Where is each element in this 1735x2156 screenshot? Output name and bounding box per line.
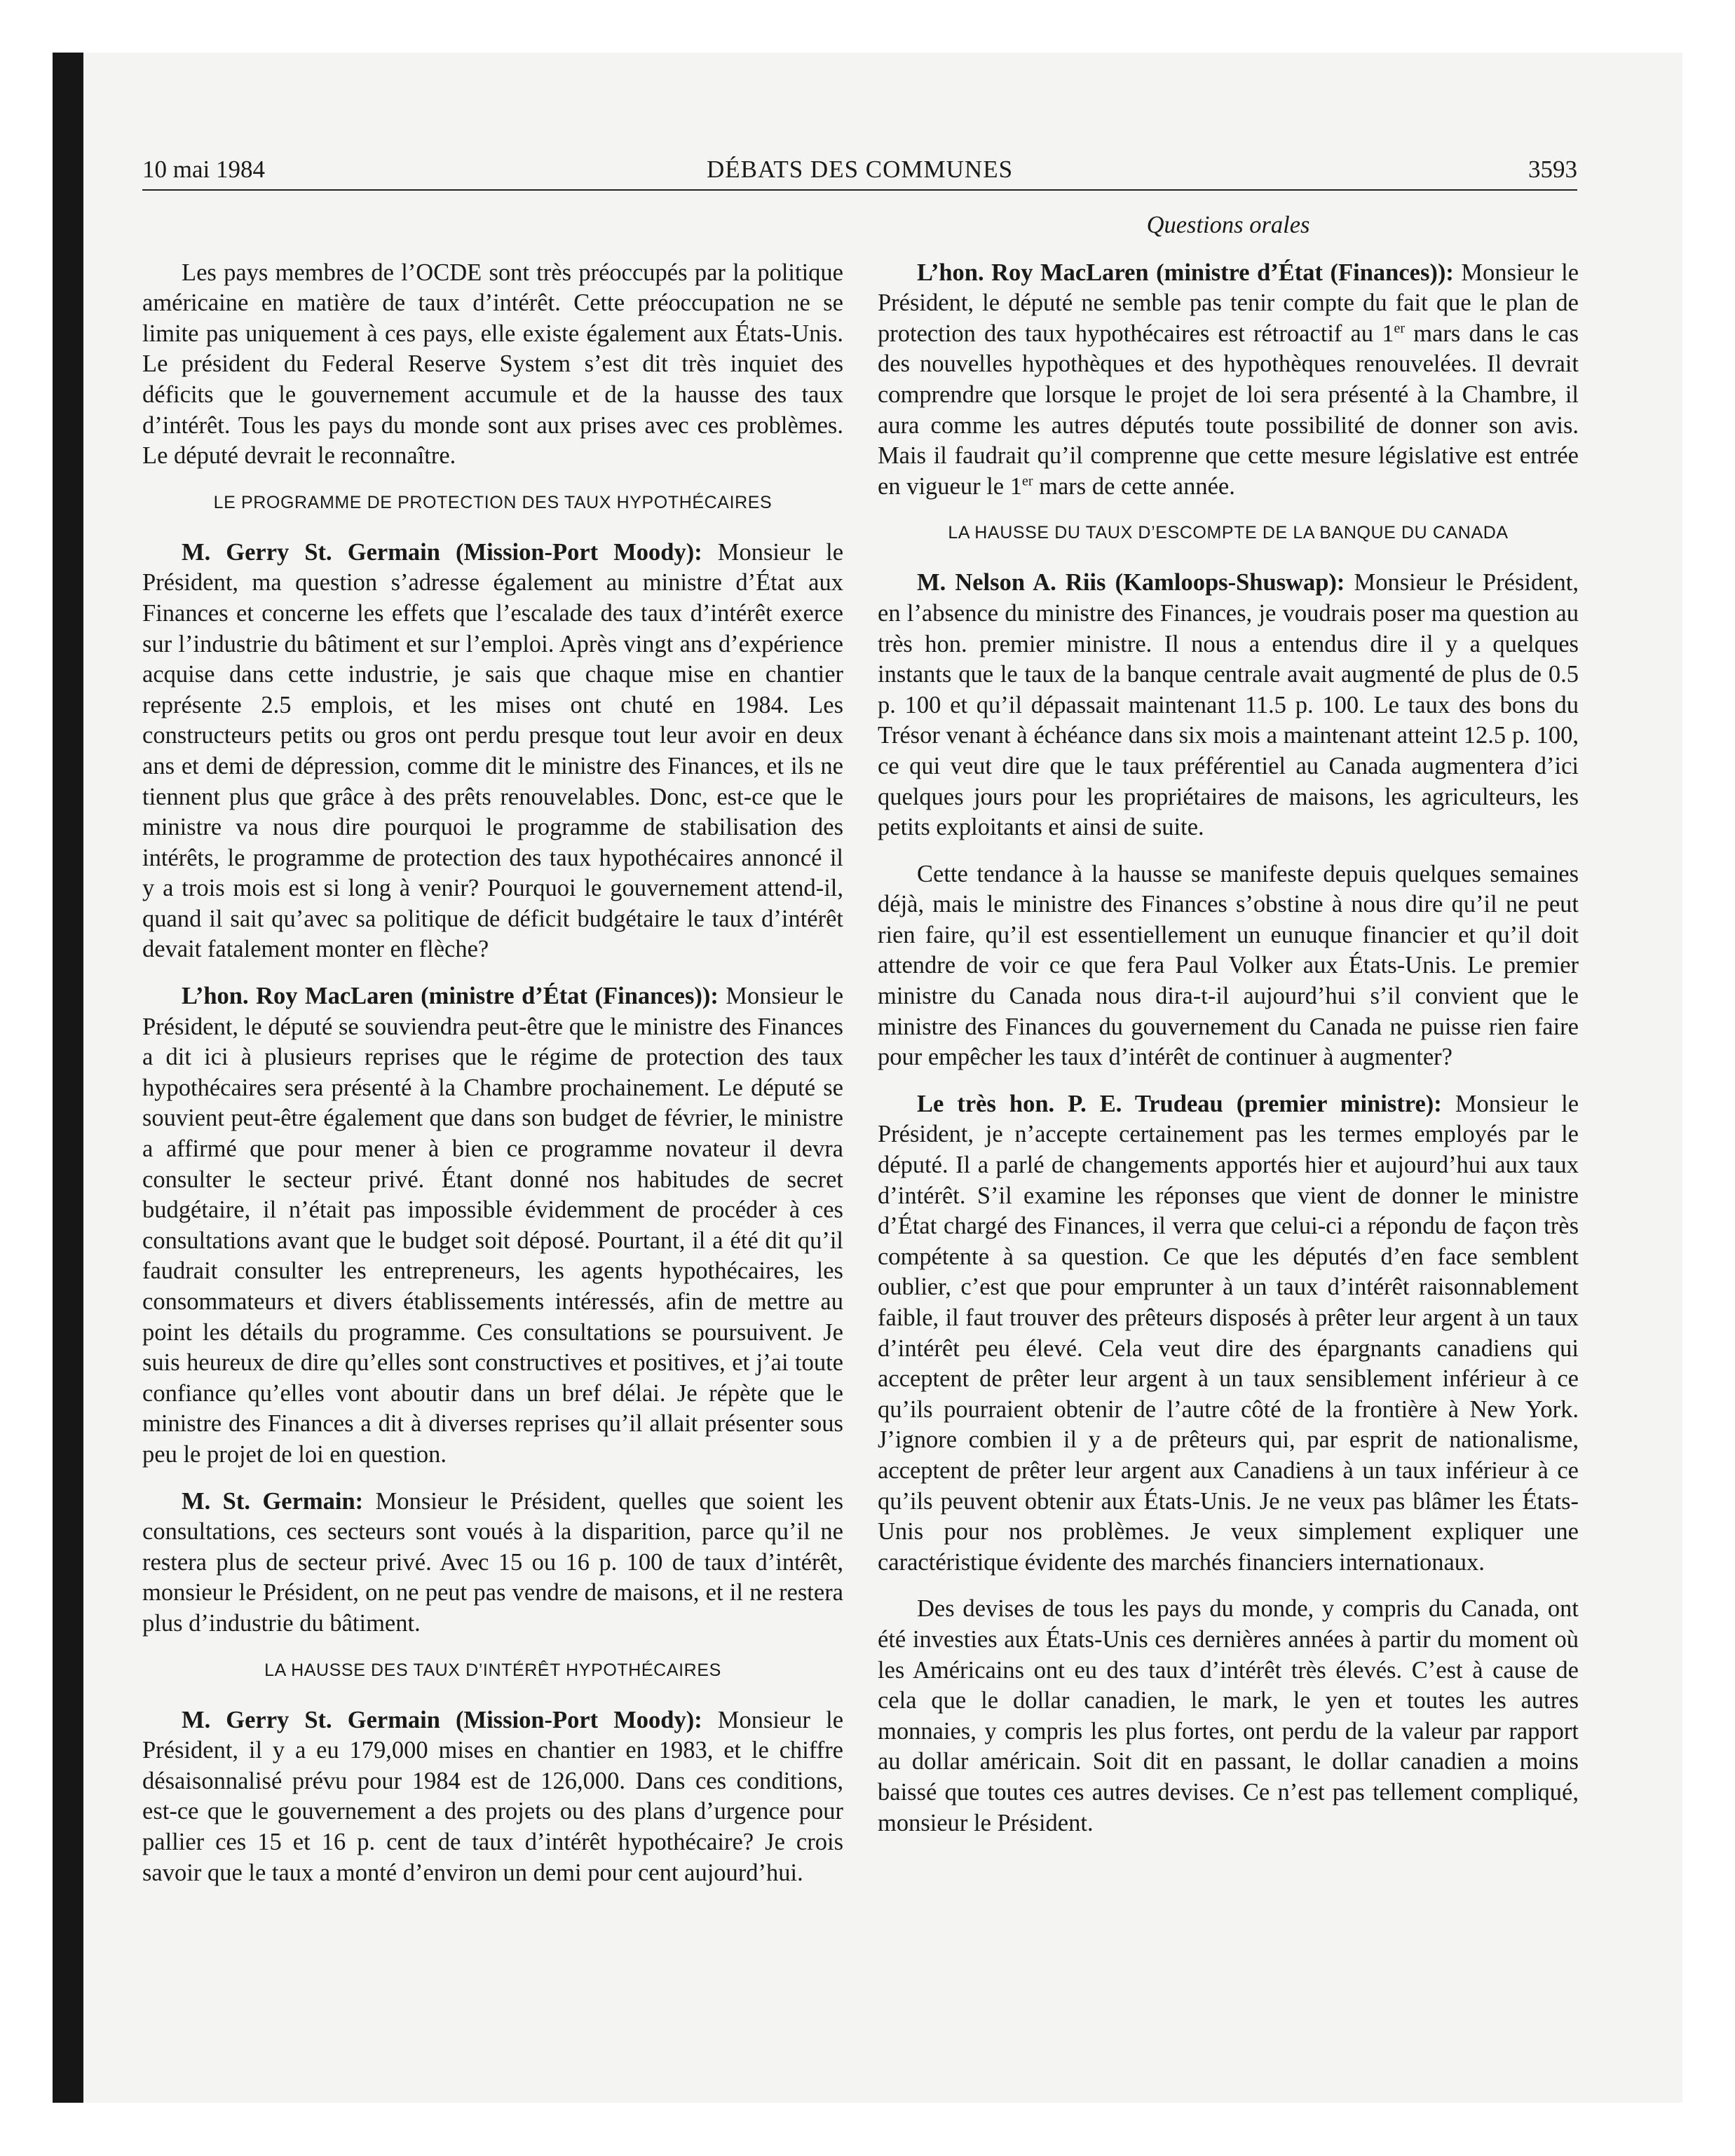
speech-text: Monsieur le Président, le député se souviendra peut-être que le ministre des Finances a dit ici à plusieurs reprises que le régime de protection des taux hypothécaires sera présenté à la Chambre prochainement. Le député se souvient peut-être également que dans son budget de février, le ministre a affirmé que pour mener à bien ce programme novateur il devra consulter le secteur privé. Étant donné nos habitudes de secret budgétaire, il n’était pas impossible évidemment de procéder à ces consultations avant que le budget soit déposé. Pourtant, il a été dit qu’il faudrait consulter les entrepreneurs, les agents hypothécaires, les consommateurs et divers établissements intéressés, afin de mettre au point les détails du programme. Ces consultations se poursuivent. Je suis heureux de dire qu’elles sont constructives et positives, et j’ai toute confiance qu’elles vont aboutir dans un bref délai. Je répète que le ministre des Finances a dit à diverses reprises qu’il allait présenter sous peu le projet de loi en question. bbox=[142, 983, 844, 1468]
section-heading: LA HAUSSE DU TAUX D’ESCOMPTE DE LA BANQUE DU CANADA bbox=[948, 523, 1509, 543]
speech-text: Monsieur le Président, je n’accepte certainement pas les termes employés par le député. Il a parlé de changements apportés hier et aujourd’hui aux taux d’intérêt. S’il examine les réponses que vient de donner le ministre d’État chargé des Finances, il verra que celui-ci a répondu de façon très compétente à sa question. Ce que les députés d’en face semblent oublier, c’est que pour emprunter à un taux d’intérêt raisonnablement faible, il faut trouver des prêteurs disposés à prêter leur argent à un taux d’intérêt peu élevé. Cela veut dire des épargnants canadiens qui acceptent de prêter leur argent à un taux sensiblement inférieur à ce qu’ils pourraient obtenir de l’autre côté de la frontière à New York. J’ignore combien il y a de prêteurs qui, par esprit de nationalisme, acceptent de prêter leur argent aux Canadiens à un taux inférieur à ce qu’ils peuvent obtenir aux États-Unis. Je ne veux pas blâmer les États-Unis pour nos problèmes. Je veux simplement expliquer une caractéristique évidente des marchés financiers internationaux. bbox=[878, 1090, 1579, 1576]
column-section-title: Questions orales bbox=[1146, 212, 1310, 238]
ordinal-superscript: er bbox=[1021, 473, 1033, 489]
speech-text: Monsieur le Président, il y a eu 179,000 mises en chantier en 1983, et le chiffre désaisonnalisé prévu pour 1984 est de 126,000. Dans ces conditions, est-ce que le gouvernement a des projets ou des plans d’urgence pour pallier ces 15 et 16 p. cent de taux d’intérêt hypothécaire? Je crois savoir que le taux a monté d’environ un demi pour cent aujourd’hui. bbox=[142, 1706, 844, 1886]
speech-text: Monsieur le Président, en l’absence du ministre des Finances, je voudrais poser ma question au très hon. premier ministre. Il nous a entendus dire il y a quelques instants que le taux de la banque centrale avait augmenté de plus de 0.5 p. 100 et qu’il dépassait maintenant 11.5 p. 100. Le taux des bons du Trésor venant à échéance dans six mois a maintenant atteint 12.5 p. 100, ce qui veut dire que le taux préférentiel au Canada augmentera d’ici quelques jours pour les propriétaires de maisons, les agriculteurs, les petits exploitants et ainsi de suite. bbox=[878, 569, 1579, 841]
speech-text: Monsieur le Président, quelles que soient les consultations, ces secteurs sont voués à la disparition, parce qu’il ne restera plus de secteur privé. Avec 15 ou 16 p. 100 de taux d’intérêt, monsieur le Président, on ne peut pas vendre de maisons, et il ne restera plus d’industrie du bâtiment. bbox=[142, 1487, 843, 1637]
paragraph bbox=[878, 258, 1579, 503]
section-heading: LA HAUSSE DES TAUX D’INTÉRÊT HYPOTHÉCAIRES bbox=[264, 1660, 721, 1680]
paragraph bbox=[142, 1705, 843, 1889]
speech-text: mars dans le cas des nouvelles hypothèques et des hypothèques renouvelées. Il devrait comprendre que lorsque le projet de loi sera présenté à la Chambre, il aura comme les autres députés toute possibilité de donner son avis. Mais il faudrait qu’il comprenne que cette mesure législative est entrée en vigueur le 1 bbox=[878, 320, 1579, 500]
speaker-name: M. Gerry St. Germain (Mission-Port Moody): bbox=[182, 538, 702, 566]
paragraph: Les pays membres de l’OCDE sont très préoccupés par la politique américaine en matière de taux d’intérêt. Cette préoccupation ne se limite pas uniquement à ces pays, elle existe également aux États-Unis. Le président du Federal Reserve System s’est dit très inquiet des déficits que le gouvernement accumule et de la hausse des taux d’intérêt. Tous les pays du monde sont aux prises avec ces problèmes. Le député devrait le reconnaître. bbox=[142, 259, 843, 470]
speaker-name: Le très hon. P. E. Trudeau (premier ministre): bbox=[917, 1090, 1442, 1117]
paragraph: Cette tendance à la hausse se manifeste depuis quelques semaines déjà, mais le ministre des Finances s’obstine à nous dire qu’il ne peut rien faire, qu’il est essentiellement un eunuque financier et qu’il doit attendre de voir ce que fera Paul Volker aux États-Unis. Le premier ministre du Canada nous dira-t-il aujourd’hui s’il convient que le ministre des Finances du gouvernement du Canada ne puisse rien faire pour empêcher les taux d’intérêt de continuer à augmenter? bbox=[878, 860, 1579, 1071]
left-column bbox=[142, 210, 843, 1904]
speaker-name: L’hon. Roy MacLaren (ministre d’État (Finances)): bbox=[182, 983, 719, 1010]
header-rule bbox=[142, 189, 1577, 191]
paragraph bbox=[878, 568, 1579, 842]
speaker-name: M. St. Germain: bbox=[182, 1487, 364, 1515]
paragraph bbox=[142, 981, 843, 1471]
header-date: 10 mai 1984 bbox=[142, 156, 265, 183]
speaker-name: M. Gerry St. Germain (Mission-Port Moody): bbox=[182, 1706, 702, 1733]
paragraph bbox=[142, 538, 843, 965]
paragraph bbox=[878, 1089, 1579, 1578]
section-heading: LE PROGRAMME DE PROTECTION DES TAUX HYPOTHÉCAIRES bbox=[213, 492, 773, 512]
speech-text: Monsieur le Président, le député ne semble pas tenir compte du fait que le plan de protection des taux hypothécaires est rétroactif au 1 bbox=[878, 259, 1579, 347]
paragraph: Des devises de tous les pays du monde, y compris du Canada, ont été investies aux États-Unis ces dernières années à partir du moment où les Américains ont eu des taux d’intérêt très élevés. C’est à cause de cela que le dollar canadien, le mark, le yen et toutes les autres monnaies, y compris les plus fortes, ont perdu de la valeur par rapport au dollar américain. Soit dit en passant, le dollar canadien a moins baissé que toutes ces autres devises. Ce n’est pas tellement compliqué, monsieur le Président. bbox=[878, 1595, 1579, 1836]
page-header bbox=[142, 156, 1577, 191]
ordinal-superscript: er bbox=[1394, 320, 1406, 336]
speech-text: Monsieur le Président, ma question s’adresse également au ministre d’État aux Finances et concerne les effets que l’escalade des taux d’intérêt exerce sur l’industrie du bâtiment et sur l’emploi. Après vingt ans d’expérience acquise dans cette industrie, je sais que chaque mise en chantier représente 2.5 emplois, et les mises ont chuté en 1984. Les constructeurs petits ou gros ont perdu presque tout leur avoir en deux ans et demi de dépression, comme dit le ministre des Finances, et ils ne tiennent plus que grâce à des prêts renouvelables. Donc, est-ce que le ministre va nous dire pourquoi le programme de stabilisation des intérêts, le programme de protection des taux hypothécaires annoncé il y a trois mois est si long à venir? Pourquoi le gouvernement attend-il, quand il sait qu’avec sa politique de déficit budgétaire le taux d’intérêt devait fatalement monter en flèche? bbox=[142, 538, 844, 963]
column-spacer bbox=[142, 210, 843, 258]
speech-text: mars de cette année. bbox=[1033, 472, 1235, 500]
speaker-name: L’hon. Roy MacLaren (ministre d’État (Finances)): bbox=[917, 259, 1454, 286]
page-number: 3593 bbox=[1528, 156, 1577, 183]
paragraph bbox=[142, 1487, 843, 1639]
right-column bbox=[878, 210, 1579, 1855]
speaker-name: M. Nelson A. Riis (Kamloops-Shuswap): bbox=[917, 569, 1345, 596]
header-title: DÉBATS DES COMMUNES bbox=[706, 156, 1014, 183]
scan-margin-shadow bbox=[53, 53, 83, 2103]
